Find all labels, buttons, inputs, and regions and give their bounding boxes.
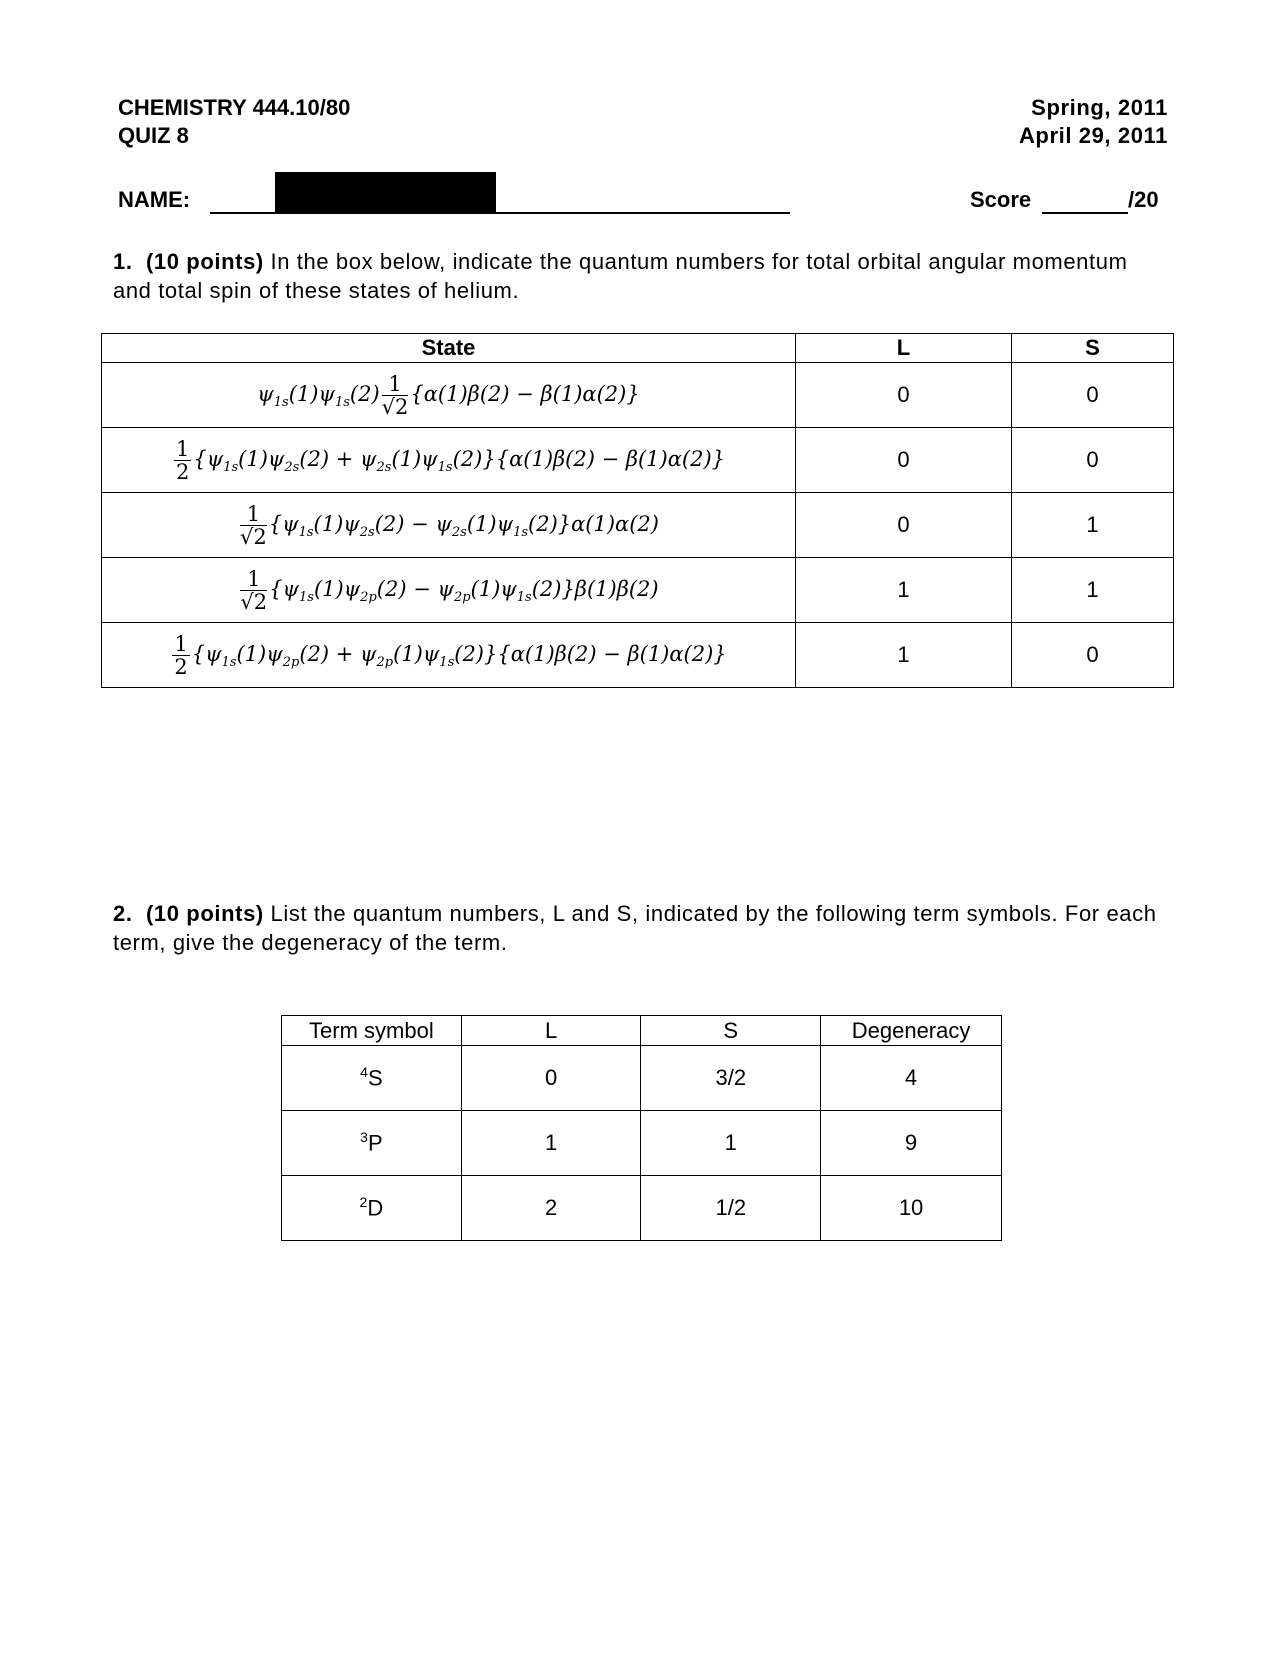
answer-s[interactable]: 0	[1012, 363, 1174, 428]
answer-s[interactable]: 0	[1012, 623, 1174, 688]
answer-l[interactable]: 0	[796, 428, 1012, 493]
score-total: /20	[1128, 187, 1159, 212]
col-header-state: State	[102, 334, 796, 363]
question-2-points: (10 points)	[146, 901, 264, 926]
table-row	[102, 623, 1174, 688]
answer-l[interactable]: 0	[796, 493, 1012, 558]
term-symbol	[282, 1111, 462, 1176]
date-label: April 29, 2011	[1018, 123, 1168, 148]
answer-degeneracy[interactable]: 10	[821, 1176, 1002, 1241]
answer-s[interactable]: 0	[1012, 428, 1174, 493]
answer-l[interactable]: 1	[461, 1111, 641, 1176]
term-letter: P	[367, 1130, 383, 1156]
table-row	[282, 1111, 1002, 1176]
term-letter: S	[367, 1065, 383, 1091]
answer-s[interactable]: 1	[641, 1111, 821, 1176]
term-multiplicity: 2	[359, 1194, 368, 1211]
question-1	[113, 247, 1153, 305]
answer-l[interactable]: 0	[796, 363, 1012, 428]
col-header-s: S	[641, 1016, 821, 1046]
col-header-degeneracy: Degeneracy	[821, 1016, 1002, 1046]
state-expression: $\frac{1}{2}$ $\{\psi_{1s}(1)\psi_{2p}(2) + \psi_{2p}(1)\psi_{1s}(2)\}\{\alpha(1)\beta(2) - \beta(1)\alpha(2)\}$	[102, 623, 796, 688]
answer-s[interactable]: 1	[1012, 558, 1174, 623]
question-2-text: List the quantum numbers, L and S, indicated by the following term symbols. For each term, give the degeneracy of the term.	[113, 901, 1157, 955]
answer-l[interactable]: 1	[796, 623, 1012, 688]
answer-s[interactable]: 3/2	[641, 1046, 821, 1111]
state-expression: $\frac{1}{2}$ $\{\psi_{1s}(1)\psi_{2s}(2) + \psi_{2s}(1)\psi_{1s}(2)\}\{\alpha(1)\beta(2) - \beta(1)\alpha(2)\}$	[102, 428, 796, 493]
question-2	[113, 899, 1173, 957]
table-row	[102, 363, 1174, 428]
state-expression: $\psi_{1s}(1)\psi_{1s}(2)$ $\frac{1}{√2}$ {α(1)β(2) − β(1)α(2)}	[102, 363, 796, 428]
answer-l[interactable]: 1	[796, 558, 1012, 623]
table-row	[102, 493, 1174, 558]
table-row	[102, 558, 1174, 623]
question-1-number: 1.	[113, 249, 133, 274]
answer-l[interactable]: 0	[461, 1046, 641, 1111]
col-header-l: L	[461, 1016, 641, 1046]
state-expression: $\frac{1}{√2}$ $\{\psi_{1s}(1)\psi_{2s}(2) - \psi_{2s}(1)\psi_{1s}(2)\}\alpha(1)\alpha(2)$	[102, 493, 796, 558]
question-2-number: 2.	[113, 901, 133, 926]
table-row	[102, 428, 1174, 493]
term-multiplicity: 3	[360, 1129, 368, 1146]
answer-degeneracy[interactable]: 4	[821, 1046, 1002, 1111]
answer-s[interactable]: 1/2	[641, 1176, 821, 1241]
score-label: Score	[970, 187, 1032, 212]
answer-l[interactable]: 2	[461, 1176, 641, 1241]
quiz-title: QUIZ 8	[118, 123, 189, 148]
redaction-bar	[275, 172, 496, 212]
term-symbol-table	[281, 1015, 1002, 1241]
table-row	[282, 1046, 1002, 1111]
question-1-text: In the box below, indicate the quantum numbers for total orbital angular momentum and total spin of these states of helium.	[113, 249, 1128, 303]
question-1-points: (10 points)	[146, 249, 264, 274]
state-expression: $\frac{1}{√2}$ $\{\psi_{1s}(1)\psi_{2p}(2) - \psi_{2p}(1)\psi_{1s}(2)\}\beta(1)\beta(2)$	[102, 558, 796, 623]
term-label: Spring, 2011	[1031, 95, 1168, 120]
col-header-s: S	[1012, 334, 1174, 363]
table-row	[282, 1176, 1002, 1241]
answer-s[interactable]: 1	[1012, 493, 1174, 558]
name-field[interactable]	[210, 212, 790, 214]
score-field[interactable]	[1042, 212, 1128, 214]
answer-degeneracy[interactable]: 9	[821, 1111, 1002, 1176]
term-symbol	[282, 1046, 462, 1111]
term-symbol	[282, 1176, 462, 1241]
course-title: CHEMISTRY 444.10/80	[118, 95, 351, 120]
states-table	[101, 333, 1174, 688]
col-header-term-symbol: Term symbol	[282, 1016, 462, 1046]
term-letter: D	[367, 1195, 384, 1221]
name-label: NAME:	[118, 187, 191, 212]
term-multiplicity: 4	[360, 1064, 368, 1081]
col-header-l: L	[796, 334, 1012, 363]
